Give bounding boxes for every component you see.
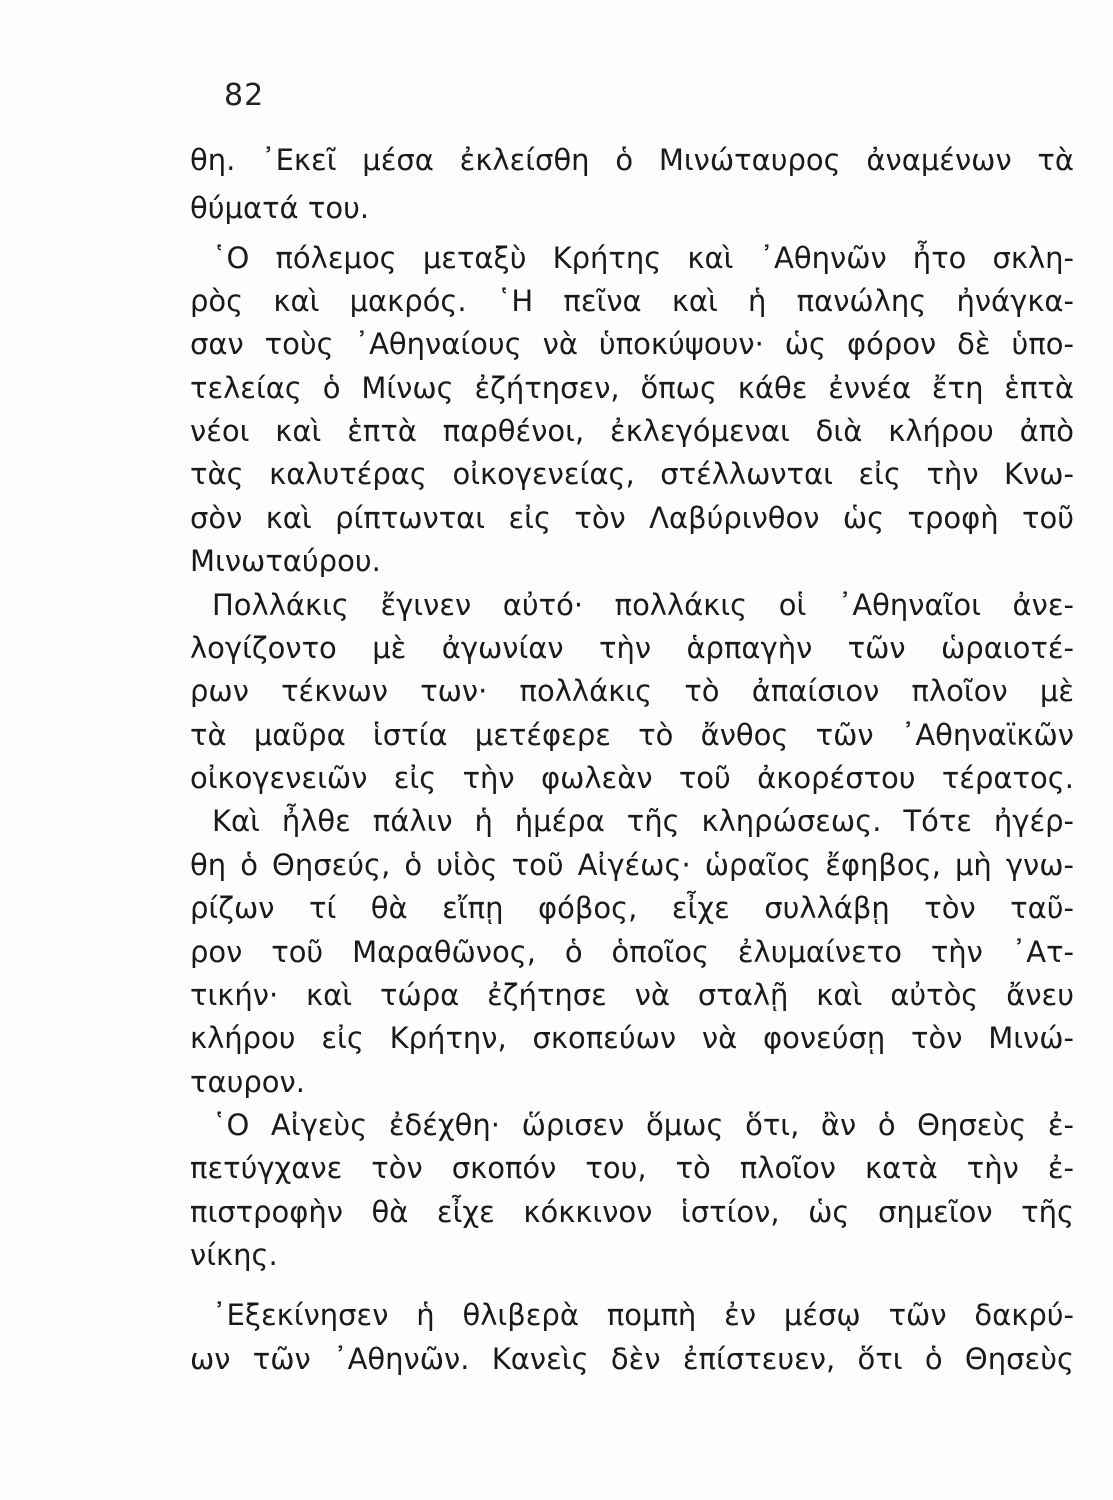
text-line: νίκης. bbox=[190, 1238, 278, 1272]
text-line: ρον τοῦ Μαραθῶνος, ὁ ὁποῖος ἐλυμαίνετο τὴν ᾿Ατ- bbox=[190, 935, 1074, 969]
text-line: οἰκογενειῶν εἰς τὴν φωλεὰν τοῦ ἀκορέστου τέρατος. bbox=[190, 761, 1074, 795]
page-number: 82 bbox=[224, 78, 265, 113]
text-line: θύματά του. bbox=[190, 191, 370, 225]
text-line: ρὸς καὶ μακρός. ῾Η πεῖνα καὶ ἡ πανώλης ἠνάγκα- bbox=[190, 284, 1074, 318]
text-line: θη ὁ Θησεύς, ὁ υἱὸς τοῦ Αἰγέως· ὡραῖος ἔφηβος, μὴ γνω- bbox=[190, 848, 1074, 882]
text-line: τελείας ὁ Μίνως ἐζήτησεν, ὅπως κάθε ἐννέα ἔτη ἑπτὰ bbox=[190, 371, 1074, 405]
text-line: ρων τέκνων των· πολλάκις τὸ ἀπαίσιον πλοῖον μὲ bbox=[190, 674, 1074, 708]
text-line: νέοι καὶ ἑπτὰ παρθένοι, ἐκλεγόμεναι διὰ κλήρου ἀπὸ bbox=[190, 414, 1074, 448]
text-line: Μινωταύρου. bbox=[190, 544, 381, 578]
text-line: πετύγχανε τὸν σκοπόν του, τὸ πλοῖον κατὰ τὴν ἐ- bbox=[190, 1151, 1074, 1185]
text-line: ῾Ο πόλεμος μεταξὺ Κρήτης καὶ ᾿Αθηνῶν ἦτο σκλη- bbox=[212, 241, 1074, 275]
text-line: σὸν καὶ ρίπτωνται εἰς τὸν Λαβύρινθον ὡς τροφὴ τοῦ bbox=[190, 501, 1074, 535]
text-line: πιστροφὴν θὰ εἶχε κόκκινον ἱστίον, ὡς σημεῖον τῆς bbox=[190, 1195, 1074, 1229]
text-line: θη. ᾿Εκεῖ μέσα ἐκλείσθη ὁ Μινώταυρος ἀναμένων τὰ bbox=[190, 143, 1074, 177]
text-line: τικήν· καὶ τώρα ἐζήτησε νὰ σταλῇ καὶ αὐτὸς ἄνευ bbox=[190, 978, 1074, 1012]
text-line: λογίζοντο μὲ ἀγωνίαν τὴν ἁρπαγὴν τῶν ὡραιοτέ- bbox=[190, 631, 1074, 665]
text-line: Πολλάκις ἔγινεν αὐτό· πολλάκις οἱ ᾿Αθηναῖοι ἀνε- bbox=[212, 588, 1074, 622]
text-line: ταυρον. bbox=[190, 1065, 305, 1099]
text-line: Καὶ ἦλθε πάλιν ἡ ἡμέρα τῆς κληρώσεως. Τότε ἠγέρ- bbox=[212, 804, 1074, 838]
text-line: ων τῶν ᾿Αθηνῶν. Κανεὶς δὲν ἐπίστευεν, ὅτι ὁ Θησεὺς bbox=[190, 1342, 1074, 1376]
text-line: σαν τοὺς ᾿Αθηναίους νὰ ὑποκύψουν· ὡς φόρον δὲ ὑπο- bbox=[190, 327, 1074, 361]
text-line: ρίζων τί θὰ εἴπῃ φόβος, εἶχε συλλάβῃ τὸν ταῦ- bbox=[190, 891, 1074, 925]
text-line: τὰ μαῦρα ἱστία μετέφερε τὸ ἄνθος τῶν ᾿Αθηναϊκῶν bbox=[190, 718, 1074, 752]
text-line: ᾿Εξεκίνησεν ἡ θλιβερὰ πομπὴ ἐν μέσῳ τῶν δακρύ- bbox=[212, 1298, 1074, 1332]
text-line: κλήρου εἰς Κρήτην, σκοπεύων νὰ φονεύσῃ τὸν Μινώ- bbox=[190, 1021, 1074, 1055]
text-line: τὰς καλυτέρας οἰκογενείας, στέλλωνται εἰς τὴν Κνω- bbox=[190, 457, 1074, 491]
text-line: ῾Ο Αἰγεὺς ἐδέχθη· ὥρισεν ὅμως ὅτι, ἂν ὁ Θησεὺς ἐ- bbox=[212, 1108, 1074, 1142]
